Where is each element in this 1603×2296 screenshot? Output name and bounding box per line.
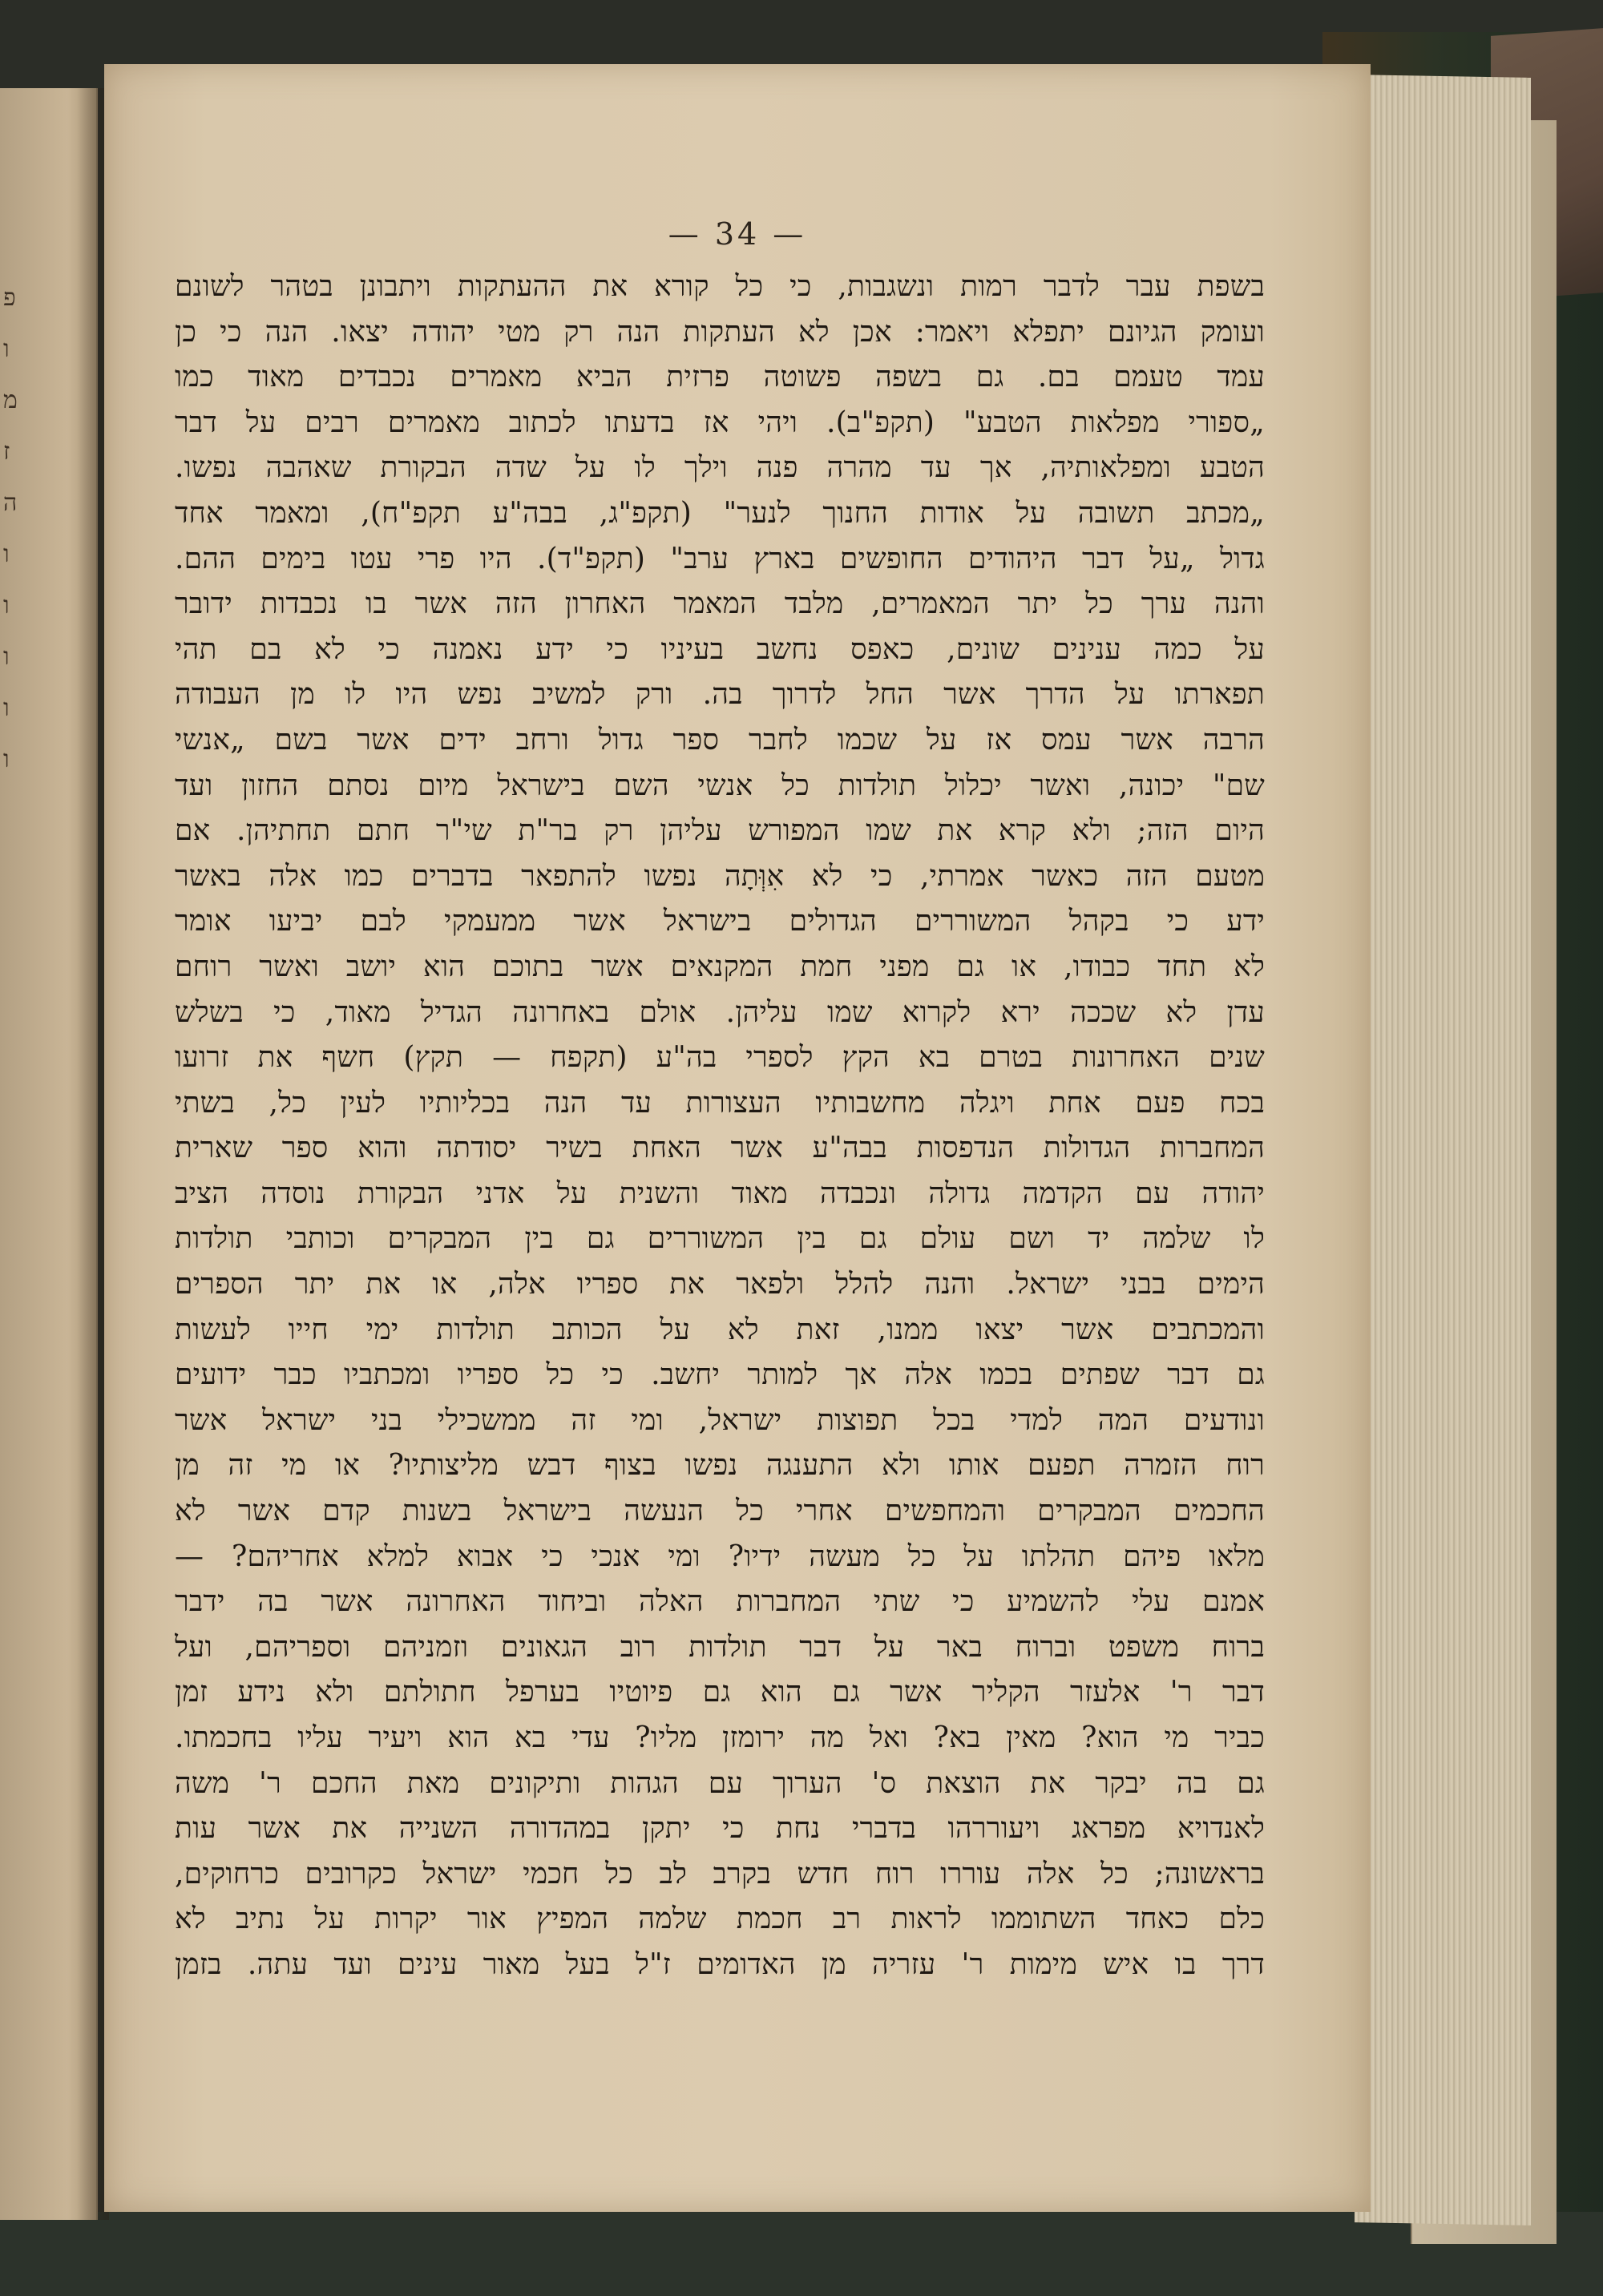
text-line: והנה ערך כל יתר המאמרים, מלבד המאמר האחרון הזה אשר בו נכבדות ידובר xyxy=(175,587,1265,621)
text-line: כלם כאחד השתוממו לראות רב חכמת שלמה המפיץ אור יקרות על נתיב לא xyxy=(175,1903,1265,1936)
body-text xyxy=(175,264,1265,1988)
text-line: המחברות הגדולות הנדפסות בבה"ע אשר האחת בשיר יסודתה והוא ספר שארית xyxy=(175,1132,1265,1165)
facing-letter: ו xyxy=(3,643,10,671)
facing-letter: ו xyxy=(3,591,10,619)
text-line: מלאו פיהם תהלתו על כל מעשה ידיו? ומי אנכי כי אבוא למלא אחריהם? — xyxy=(175,1539,1265,1573)
facing-page-letters xyxy=(3,272,27,785)
text-line: ברוח משפט וברוח באר על דבר תולדות רוב הגאונים וזמניהם וספריהם, ועל xyxy=(175,1630,1265,1664)
text-line: ונודעים המה למדי בכל תפוצות ישראל, ומי זה ממשכילי בני ישראל אשר xyxy=(175,1403,1265,1437)
facing-letter: ו xyxy=(3,745,10,773)
text-line: גדול „על דבר היהודים החופשים בארץ ערב" (תקפ"ד). היו פרי עטו בימים ההם. xyxy=(175,542,1265,575)
text-line: דרך בו איש מימות ר' עזריה מן האדומים ז"ל בעל מאור עינים ועד עתה. בזמן xyxy=(175,1947,1265,1981)
text-line: „ספורי מפלאות הטבע" (תקפ"ב). ויהי אז בדעתו לכתוב מאמרים רבים על דבר xyxy=(175,406,1265,439)
text-line: כביר מי הוא? מאין בא? ואל מה ירומזן מליו? עדי בא הוא ויעיר עליו בחכמתו. xyxy=(175,1721,1265,1754)
text-line: לאנדויא מפראג ויעוררהו בדברי נחת כי יתקן במהדורה השנייה את אשר עות xyxy=(175,1812,1265,1846)
text-line: החכמים המבקרים והמחפשים אחרי כל הנעשה בישראל בשנות קדם אשר לא xyxy=(175,1495,1265,1528)
text-line: עמד טעמם בם. גם בשפה פשוטה פרזית הביא מאמרים נכבדים מאוד כמו xyxy=(175,361,1265,394)
text-line: „מכתב תשובה על אודות החנוך לנער" (תקפ"ג, בבה"ע תקפ"ח), ומאמר אחד xyxy=(175,496,1265,530)
facing-letter: פ xyxy=(3,284,16,312)
facing-letter: מ xyxy=(3,386,18,414)
text-line: על כמה ענינים שונים, כאפס נחשב בעיניו כי ידע נאמנה כי לא בם תהי xyxy=(175,632,1265,666)
facing-letter: ה xyxy=(3,489,18,517)
text-line: והמכתבים אשר יצאו ממנו, זאת לא על הכותב תולדות ימי חייו לעשות xyxy=(175,1313,1265,1346)
text-line: ועומק הגיונם יתפלא ויאמר: אכן לא העתקות הנה רק מטי יהודה יצאו. הנה כי כן xyxy=(175,315,1265,349)
text-line: הטבע ומפלאותיה, אך עד מהרה פנה וילך לו על שדה הבקורת שאהבה נפשו. xyxy=(175,451,1265,485)
facing-letter: ו xyxy=(3,335,10,363)
facing-letter: ו xyxy=(3,540,10,568)
text-line: דבר ר' אלעזר הקליר אשר גם הוא גם פיוטיו בערפל חתולתם ולא נידע זמן xyxy=(175,1676,1265,1709)
text-line: הימים בבני ישראל. והנה להלל ולפאר את ספריו אלה, או את יתר הספרים xyxy=(175,1268,1265,1301)
text-line: מטעם הזה כאשר אמרתי, כי לא אִוְּתָה נפשו להתפאר בדברים כמו אלה באשר xyxy=(175,859,1265,893)
text-line: בראשונה; כל אלה עוררו רוח חדש בקרב לב כל חכמי ישראל כקרובים כרחוקים, xyxy=(175,1857,1265,1890)
book-page xyxy=(104,64,1371,2212)
text-line: לא תחד כבודו, או גם מפני חמת המקנאים אשר בתוכם הוא יושב ואשר רוחם xyxy=(175,950,1265,983)
page-number: — 34 — xyxy=(668,216,807,252)
book-cover-bottom xyxy=(0,2212,1603,2296)
text-line: רוח הזמרה תפעם אותו ולא התענגה נפשו בצוף דבש מליצותיו? או מי זה מן xyxy=(175,1449,1265,1483)
text-line: שנים האחרונות בטרם בא הקץ לספרי בה"ע (תקפח — תקץ) חשף את זרועו xyxy=(175,1041,1265,1075)
text-line: יהודה עם הקדמה גדולה ונכבדה מאוד והשנית על אדני הבקורת נוסדה הציב xyxy=(175,1176,1265,1210)
text-line: לו שלמה יד ושם עולם גם בין המשוררים גם בין המבקרים וכותבי תולדות xyxy=(175,1222,1265,1256)
text-line: תפארתו על הדרך אשר החל לדרוך בה. ורק למשיב נפש היו לו מן העבודה xyxy=(175,678,1265,712)
text-line: ידע כי בקהל המשוררים הגדולים בישראל אשר ממעמקי לבם יביעו אומר xyxy=(175,905,1265,938)
facing-letter: ז xyxy=(3,438,10,466)
text-line: הרבה אשר עמס אז על שכמו לחבר ספר גדול ורחב ידים אשר בשם „אנשי xyxy=(175,723,1265,757)
text-line: גם דבר שפתים בכמו אלה אך למותר יחשב. כי כל ספריו ומכתביו כבר ידועים xyxy=(175,1358,1265,1392)
text-line: בכח פעם אחת ויגלה מחשבותיו העצורות עד הנה בכליותיו לעין כל, בשתי xyxy=(175,1086,1265,1120)
facing-letter: ו xyxy=(3,694,10,722)
text-line: שם" יכונה, ואשר יכלול תולדות כל אנשי השם בישראל מיום נסתם החזון ועד xyxy=(175,769,1265,802)
page-stack-edges xyxy=(1355,75,1531,2225)
text-line: עדן לא שככה ירא לקרוא שמו עליהן. אולם באחרונה הגדיל מאוד, כי בשלש xyxy=(175,995,1265,1029)
text-line: היום הזה; ולא קרא את שמו המפורש עליהן רק בר"ת שי"ר חתם תחתיהן. אם xyxy=(175,814,1265,848)
text-line: גם בה יבקר את הוצאת ס' הערוך עם הגהות ותיקונים מאת החכם ר' משה xyxy=(175,1766,1265,1800)
text-line: אמנם עלי להשמיע כי שתי המחברות האלה וביחוד האחרונה אשר בה ידבר xyxy=(175,1585,1265,1619)
text-line: בשפת עבר לדבר רמות ונשגבות, כי כל קורא את ההעתקות ויתבונן בטהר לשונם xyxy=(175,270,1265,303)
